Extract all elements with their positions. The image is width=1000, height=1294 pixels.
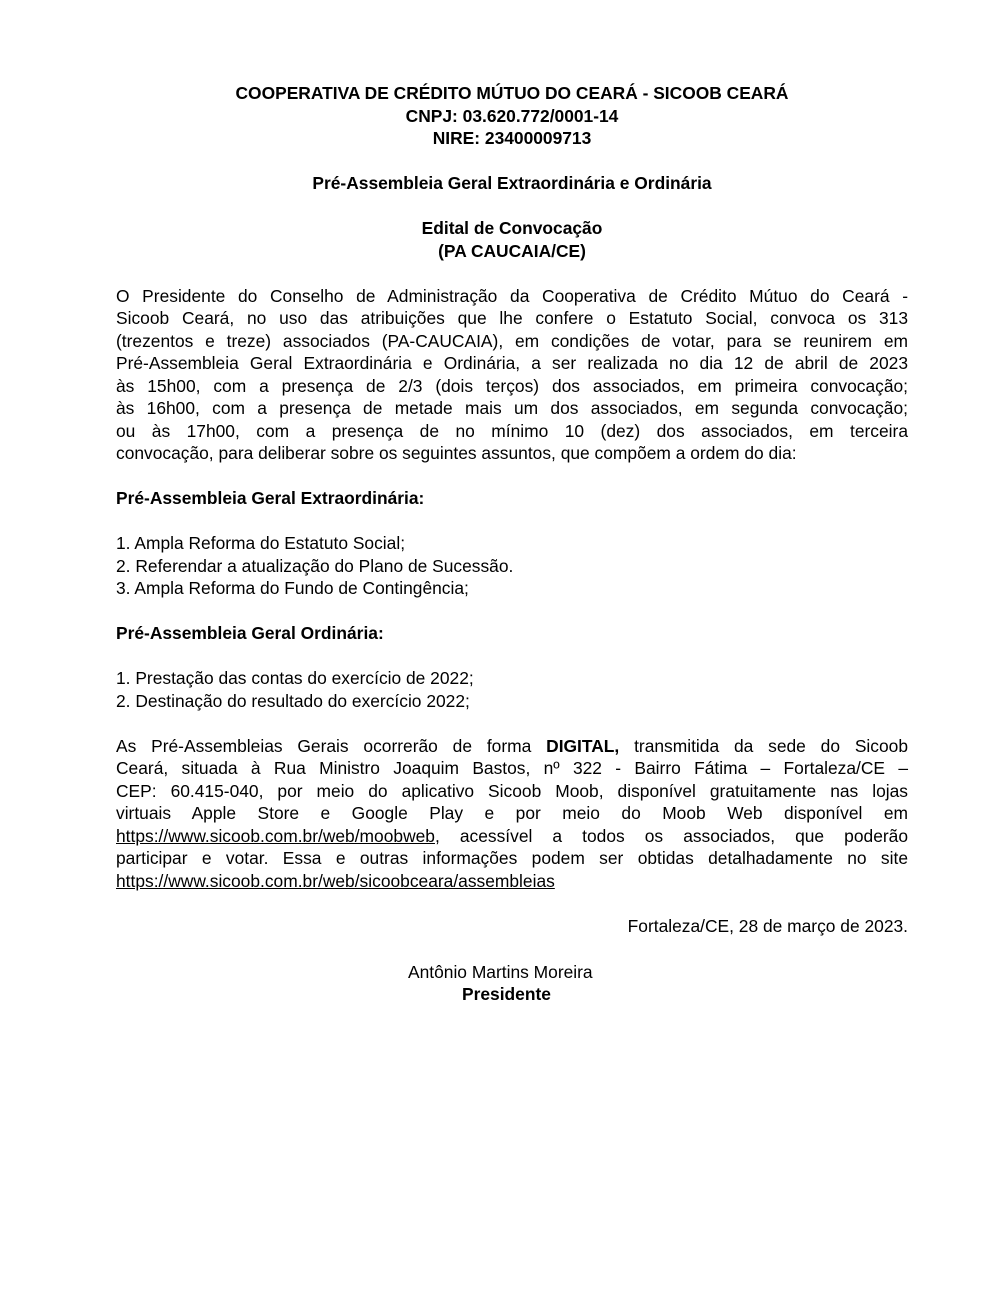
intro-paragraph	[116, 285, 908, 465]
details-text: , acessível a todos os associados, que poderão	[434, 825, 908, 846]
meeting-title: Pré-Assembleia Geral Extraordinária e Ordinária	[312, 173, 712, 193]
agenda-item: 3. Ampla Reforma do Fundo de Contingência;	[116, 578, 469, 598]
document-page	[116, 82, 908, 892]
extraordinary-agenda-list	[116, 532, 908, 600]
intro-line: (trezentos e treze) associados (PA-CAUCAIA), em condições de votar, para se reunirem em	[116, 330, 908, 351]
details-line: CEP: 60.415-040, por meio do aplicativo Sicoob Moob, disponível gratuitamente nas lojas	[116, 780, 908, 801]
moobweb-link[interactable]: https://www.sicoob.com.br/web/moobweb	[116, 825, 435, 846]
extraordinary-heading: Pré-Assembleia Geral Extraordinária:	[116, 488, 425, 508]
intro-line: às 15h00, com a presença de 2/3 (dois terços) dos associados, em primeira convocação;	[116, 375, 908, 396]
details-line	[116, 825, 908, 848]
assembleias-link[interactable]: https://www.sicoob.com.br/web/sicoobceara/assembleias	[116, 870, 555, 891]
notice-subtitle: (PA CAUCAIA/CE)	[438, 240, 586, 261]
nire-number: NIRE: 23400009713	[432, 128, 592, 148]
place-and-date: Fortaleza/CE, 28 de março de 2023.	[627, 916, 908, 936]
ordinary-heading: Pré-Assembleia Geral Ordinária:	[116, 623, 384, 643]
document-header	[116, 82, 908, 262]
details-line	[116, 870, 908, 893]
organization-name: COOPERATIVA DE CRÉDITO MÚTUO DO CEARÁ - SICOOB CEARÁ	[235, 83, 789, 103]
details-line: virtuais Apple Store e Google Play e por meio do Moob Web disponível em	[116, 803, 908, 823]
cnpj-number: CNPJ: 03.620.772/0001-14	[405, 105, 619, 126]
intro-line: às 16h00, com a presença de metade mais um dos associados, em segunda convocação;	[116, 398, 908, 418]
signatory-name: Antônio Martins Moreira	[408, 962, 593, 982]
agenda-item: 2. Destinação do resultado do exercício 2022;	[116, 690, 470, 711]
details-line	[116, 735, 908, 758]
signatory-title: Presidente	[462, 984, 551, 1004]
details-text: transmitida da sede do Sicoob	[619, 735, 908, 756]
agenda-item: 1. Ampla Reforma do Estatuto Social;	[116, 533, 406, 553]
intro-line: convocação, para deliberar sobre os seguintes assuntos, que compõem a ordem do dia:	[116, 443, 797, 463]
intro-line: Sicoob Ceará, no uso das atribuições que lhe confere o Estatuto Social, convoca os 313	[116, 308, 908, 328]
details-text: As Pré-Assembleias Gerais ocorrerão de forma	[116, 735, 547, 756]
agenda-item: 1. Prestação das contas do exercício de 2022;	[116, 668, 474, 688]
notice-title: Edital de Convocação	[421, 218, 603, 238]
details-line: participar e votar. Essa e outras informações podem ser obtidas detalhadamente no site	[116, 848, 908, 868]
details-line: Ceará, situada à Rua Ministro Joaquim Bastos, nº 322 - Bairro Fátima – Fortaleza/CE –	[116, 758, 908, 778]
intro-line: Pré-Assembleia Geral Extraordinária e Ordinária, a ser realizada no dia 12 de abril de 2023	[116, 353, 908, 373]
ordinary-agenda-list	[116, 667, 908, 712]
intro-line: ou às 17h00, com a presença de no mínimo 10 (dez) dos associados, em terceira	[116, 420, 908, 441]
digital-emphasis: DIGITAL,	[546, 735, 620, 756]
intro-line: O Presidente do Conselho de Administração da Cooperativa de Crédito Mútuo do Ceará -	[116, 285, 908, 306]
details-paragraph	[116, 735, 908, 893]
agenda-item: 2. Referendar a atualização do Plano de Sucessão.	[116, 555, 514, 576]
